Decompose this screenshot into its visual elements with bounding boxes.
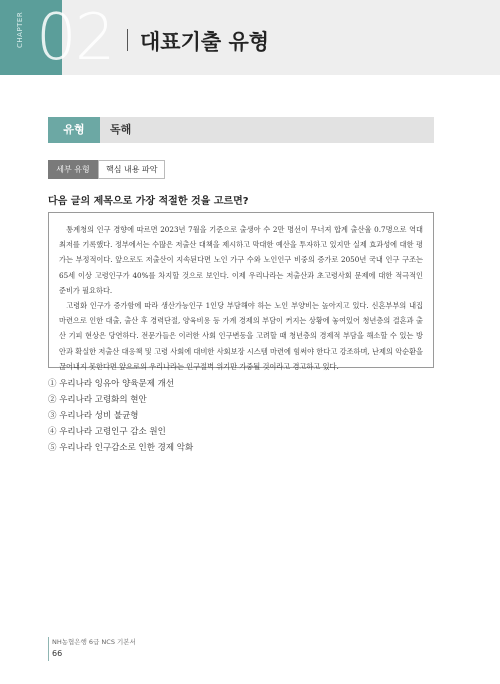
chapter-title: 대표기출 유형 — [140, 30, 270, 54]
reading-passage — [48, 212, 434, 371]
answer-option-5[interactable]: ⑤ 우리나라 인구감소로 인한 경제 악화 — [48, 443, 194, 453]
question-prompt: 다음 글의 제목으로 가장 적절한 것을 고르면? — [48, 196, 249, 207]
chapter-word: CHAPTER — [16, 11, 24, 48]
answer-option-3[interactable]: ③ 우리나라 성비 불균형 — [48, 411, 139, 421]
page-number: 66 — [52, 649, 63, 658]
sub-type-label: 세부 유형 — [48, 160, 98, 179]
sub-type-value: 핵심 내용 파악 — [98, 160, 165, 179]
chapter-header — [0, 0, 500, 75]
footer-divider — [48, 637, 49, 661]
type-value: 독해 — [110, 123, 132, 136]
question-type-row — [48, 117, 434, 143]
answer-option-4[interactable]: ④ 우리나라 고령인구 감소 원인 — [48, 427, 166, 437]
answer-option-1[interactable]: ① 우리나라 잉유아 양육문제 개선 — [48, 379, 175, 389]
passage-paragraph: 고령화 인구가 증가함에 따라 생산가능인구 1인당 부담해야 하는 노인 부양비는 높아지고 있다. 신혼부부의 내집 마련으로 인한 대출, 출산 후 경력단절, 양육비용 등 가계 경제의 부담이 커지는 상황에 놓여있어 청년층의 결혼과 출산 기피 현상은 당연하다. 전문가들은 이러한 사회 인구변동을 고려할 때 청년층의 경제적 부담을 해소할 수 있는 방안과 확실한 저출산 대응책 및 고령 사회에 대비한 사회보장 시스템 마련에 힘써야 한다고 강조하며, 난제의 악순환을 끊어내지 못한다면 앞으로의 우리나라는 인구절벽 위기만 가중될 것이라고 경고하고 있다. — [59, 301, 423, 371]
footer-book-title: NH농협은행 6급 NCS 기본서 — [52, 638, 136, 646]
answer-option-2[interactable]: ② 우리나라 고령화의 현안 — [48, 395, 147, 405]
answer-options — [48, 376, 193, 456]
passage-paragraph: 통계청의 인구 경향에 따르면 2023년 7월을 기준으로 출생아 수 2만 명선이 무너져 합계 출산율 0.7명으로 역대 최저를 기록했다. 정부에서는 수많은 저출산 대책을 제시하고 막대한 예산을 투자하고 있지만 실제 효과성에 대한 평가는 부정적이다. 앞으로도 저출산이 지속된다면 노인 가구 수와 노인인구 비중의 증가로 2050년 국내 인구 구조는 65세 이상 고령인구가 40%를 차지할 것으로 보인다. 이제 우리나라는 저출산과 초고령사회 문제에 대한 적극적인 준비가 필요하다. — [59, 225, 423, 295]
chapter-number: 02 — [36, 1, 114, 75]
type-label: 유형 — [48, 117, 100, 143]
header-divider — [127, 29, 128, 51]
